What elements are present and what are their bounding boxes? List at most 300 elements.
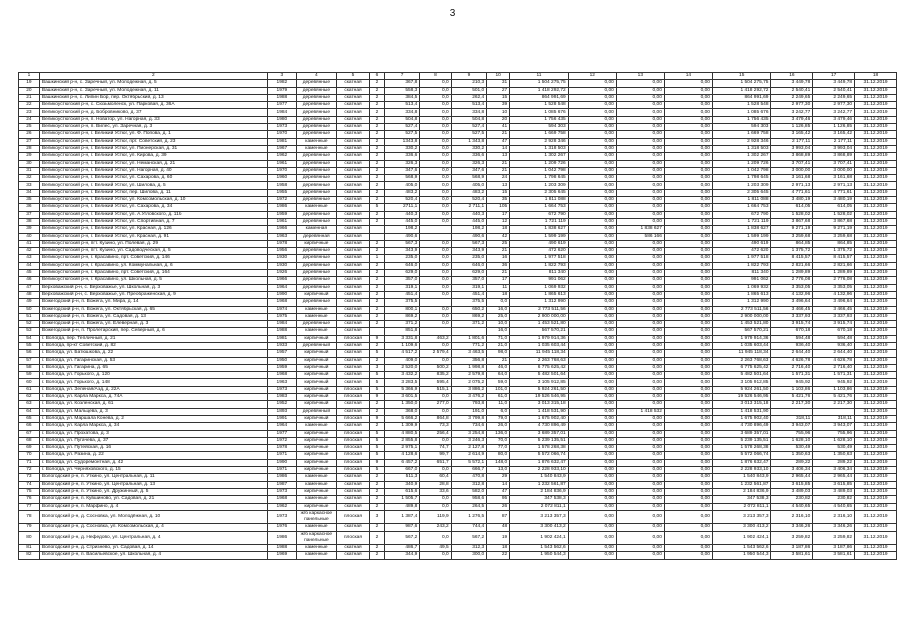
table-cell: деревянные bbox=[297, 270, 337, 277]
address-cell: г. Вологда, ул. Батюшкова, д. 22 bbox=[39, 350, 267, 357]
table-row bbox=[19, 167, 897, 174]
table-cell: 530,49 bbox=[771, 445, 813, 452]
table-cell: 0,00 bbox=[616, 109, 664, 116]
table-cell: 60,4 bbox=[420, 474, 451, 481]
table-cell: 0,0 bbox=[420, 189, 451, 196]
table-cell: 2 bbox=[370, 138, 385, 145]
table-cell: 0,00 bbox=[664, 321, 712, 328]
table-cell: 371,2 bbox=[384, 321, 420, 328]
table-cell: кирпичный bbox=[297, 350, 337, 357]
table-cell: скатная bbox=[336, 175, 369, 182]
table-cell: кирпичные bbox=[297, 452, 337, 459]
table-cell: скатная bbox=[336, 248, 369, 255]
table-cell: 54 bbox=[19, 335, 40, 342]
table-cell: 52 bbox=[19, 321, 40, 328]
table-cell: 0,00 bbox=[616, 80, 664, 87]
table-cell: 2 bbox=[370, 496, 385, 503]
table-cell: 31.12.2019 bbox=[855, 364, 897, 371]
table-cell: 0,0 bbox=[420, 80, 451, 87]
table-cell: скатная bbox=[336, 328, 369, 335]
table-cell: 472 620 bbox=[510, 248, 569, 255]
table-cell: 3 615,85 bbox=[813, 481, 855, 488]
table-cell: 326,3 bbox=[384, 160, 420, 167]
table-cell: 0,0 bbox=[420, 306, 451, 313]
table-cell: 1963 bbox=[267, 379, 296, 386]
table-cell: 0,0 bbox=[420, 153, 451, 160]
table-cell: 49,5 bbox=[420, 544, 451, 551]
table-cell: 2 bbox=[370, 321, 385, 328]
table-cell: 0,00 bbox=[568, 524, 616, 531]
table-cell: 0,0 bbox=[420, 531, 451, 544]
table-cell: 1952 bbox=[267, 401, 296, 408]
table-cell: скатная bbox=[336, 160, 369, 167]
table-cell: 13 bbox=[487, 182, 510, 189]
table-cell: 31.12.2019 bbox=[855, 160, 897, 167]
table-cell: 4 730 896,49 bbox=[712, 423, 771, 430]
table-cell: 3 246,3 bbox=[451, 437, 487, 444]
table-cell: 3 601,5 bbox=[384, 394, 420, 401]
table-cell: 0,00 bbox=[568, 459, 616, 466]
table-cell: кирпичный bbox=[297, 401, 337, 408]
table-cell: 1 276,5 bbox=[451, 510, 487, 523]
table-cell: 1 950 544,3 bbox=[712, 552, 771, 559]
table-cell: 356,8 bbox=[451, 357, 487, 364]
table-cell: 0,00 bbox=[616, 445, 664, 452]
table-cell: 4 730 896,49 bbox=[510, 423, 569, 430]
table-cell: 31.12.2019 bbox=[855, 262, 897, 269]
table-cell: 0,00 bbox=[664, 467, 712, 474]
table-cell: 1 387,4 bbox=[384, 510, 420, 523]
table-cell: 15 bbox=[487, 94, 510, 101]
table-cell: 1893 bbox=[267, 408, 296, 415]
table-cell: 0,00 bbox=[568, 284, 616, 291]
table-cell: 3 480,19 bbox=[771, 197, 813, 204]
table-cell: 11,0 bbox=[487, 401, 510, 408]
table-cell: 31.12.2019 bbox=[855, 379, 897, 386]
table-cell: 3 489,03 bbox=[771, 488, 813, 495]
table-cell: 1 599 199 bbox=[510, 233, 569, 240]
table-cell: 1973 bbox=[267, 510, 296, 523]
table-cell: 3 707,41 bbox=[813, 160, 855, 167]
table-cell bbox=[771, 408, 813, 415]
address-cell: Великоустюгский р-н, г. Красавино, прт. Советский, д. 164 bbox=[39, 270, 267, 277]
table-cell: 0,00 bbox=[568, 437, 616, 444]
table-cell: 0,00 bbox=[568, 109, 616, 116]
table-cell: 0,00 bbox=[568, 138, 616, 145]
address-cell: Великоустюгский р-н, г. Красавино, ул. Коммунальная, д. 6 bbox=[39, 262, 267, 269]
table-cell: 672 790 bbox=[712, 211, 771, 218]
table-cell: 0,00 bbox=[568, 467, 616, 474]
table-cell: 490 619 bbox=[510, 240, 569, 247]
table-cell: кирпичные bbox=[297, 503, 337, 510]
table-cell: 31.12.2019 bbox=[855, 496, 897, 503]
table-cell: 300,0 bbox=[451, 552, 487, 559]
table-cell: 63 bbox=[19, 401, 40, 408]
table-cell: скатная bbox=[336, 364, 369, 371]
table-cell: 347,6 bbox=[451, 167, 487, 174]
table-cell: 958,6 bbox=[451, 496, 487, 503]
table-cell: 0,00 bbox=[664, 459, 712, 466]
table-cell: 0,00 bbox=[568, 211, 616, 218]
table-cell: 0,00 bbox=[616, 524, 664, 531]
table-cell: 0,00 bbox=[616, 481, 664, 488]
table-cell: 2 900 000,00 bbox=[712, 313, 771, 320]
table-cell: 3 283,5 bbox=[384, 379, 420, 386]
table-cell: 375,5 bbox=[384, 299, 420, 306]
table-cell: 3 479,46 bbox=[813, 116, 855, 123]
table-cell: 0,00 bbox=[616, 204, 664, 211]
address-cell: Великоустюгский р-н, г. Великий Устюг, ул. Спортивная, д. 7 bbox=[39, 218, 267, 225]
table-cell: 1 798 645 bbox=[712, 175, 771, 182]
table-cell: 0,00 bbox=[664, 175, 712, 182]
table-cell: 1 543 562,6 bbox=[712, 544, 771, 551]
table-cell: 567 570,21 bbox=[712, 328, 771, 335]
address-cell: г. Вологда, ул. Судоремонтная, д. 42 bbox=[39, 459, 267, 466]
table-cell: 666,7 bbox=[451, 467, 487, 474]
table-cell: 0,00 bbox=[664, 335, 712, 342]
table-cell: 629,0 bbox=[451, 270, 487, 277]
table-cell: 2 975,1 bbox=[384, 445, 420, 452]
table-cell: 0,00 bbox=[568, 372, 616, 379]
table-cell: 1 035 603,44 bbox=[510, 342, 569, 349]
table-cell: скатная bbox=[336, 145, 369, 152]
table-cell: 2 bbox=[370, 531, 385, 544]
table-cell: 0,00 bbox=[616, 124, 664, 131]
table-cell: 80,0 bbox=[487, 452, 510, 459]
table-cell: деревянные bbox=[297, 94, 337, 101]
table-cell: 2 bbox=[370, 270, 385, 277]
table-cell: каменные bbox=[297, 423, 337, 430]
table-cell: 568,9 bbox=[384, 175, 420, 182]
table-cell: 4 132,96 bbox=[771, 291, 813, 298]
table-cell: 1957 bbox=[267, 350, 296, 357]
table-cell: 1 375,72 bbox=[813, 248, 855, 255]
table-cell: 2 644,40 bbox=[771, 350, 813, 357]
table-cell: 490 619 bbox=[712, 240, 771, 247]
table-cell: 64,0 bbox=[487, 372, 510, 379]
table-cell: 343,9 bbox=[384, 248, 420, 255]
table-cell: 56 bbox=[19, 350, 40, 357]
table-cell: 0,00 bbox=[664, 255, 712, 262]
table-cell: 2 bbox=[370, 357, 385, 364]
table-cell: 0,00 bbox=[664, 160, 712, 167]
table-cell: 13 bbox=[487, 153, 510, 160]
table-cell: 11 945 118,34 bbox=[712, 350, 771, 357]
table-cell: 2 bbox=[370, 342, 385, 349]
table-cell: 2 bbox=[370, 153, 385, 160]
table-cell: 0,00 bbox=[664, 189, 712, 196]
table-cell: 3 bbox=[370, 510, 385, 523]
table-cell: 0,0 bbox=[420, 437, 451, 444]
table-cell: 39 bbox=[487, 102, 510, 109]
table-cell: 5 bbox=[370, 430, 385, 437]
column-header: 8 bbox=[420, 73, 451, 80]
table-cell: 2 bbox=[370, 80, 385, 87]
table-cell: 119,9 bbox=[420, 510, 451, 523]
table-cell: скатная bbox=[336, 372, 369, 379]
table-cell: 31.12.2019 bbox=[855, 544, 897, 551]
table-cell: 0,00 bbox=[568, 364, 616, 371]
table-cell: 19 526 546,95 bbox=[510, 394, 569, 401]
address-cell: Вологодский р-н, д. Стризнево, ул. Садовая, д. 14 bbox=[39, 544, 267, 551]
table-cell: 0,0 bbox=[420, 131, 451, 138]
table-cell: 0,00 bbox=[664, 87, 712, 94]
table-row bbox=[19, 94, 897, 101]
table-cell: 61,0 bbox=[487, 394, 510, 401]
address-cell: Великоустюгский р-н, г. Великий Устюг, ул. Красная, д. 91 bbox=[39, 233, 267, 240]
table-cell: 0,00 bbox=[664, 408, 712, 415]
table-cell: 3 886,2 bbox=[451, 386, 487, 393]
table-cell: 4 540,65 bbox=[771, 503, 813, 510]
table-cell: 3 496,64 bbox=[771, 299, 813, 306]
table-cell bbox=[420, 226, 451, 233]
table-cell: 1959 bbox=[267, 211, 296, 218]
table-cell: 31.12.2019 bbox=[855, 248, 897, 255]
table-cell: 31.12.2019 bbox=[855, 94, 897, 101]
table-cell: 0,00 bbox=[616, 145, 664, 152]
table-cell: 3 463,5 bbox=[451, 350, 487, 357]
table-cell: 0,00 bbox=[664, 124, 712, 131]
table-cell: 31.12.2019 bbox=[855, 270, 897, 277]
table-row bbox=[19, 313, 897, 320]
table-cell: 0,00 bbox=[664, 445, 712, 452]
table-cell: 3 943,07 bbox=[813, 423, 855, 430]
table-cell: 445,0 bbox=[384, 218, 420, 225]
table-cell: 864,85 bbox=[813, 240, 855, 247]
table-cell: 2 263 768,63 bbox=[510, 357, 569, 364]
table-cell: 0,0 bbox=[420, 321, 451, 328]
table-cell: 0,00 bbox=[664, 211, 712, 218]
table-cell: 0,00 bbox=[568, 386, 616, 393]
table-row bbox=[19, 437, 897, 444]
table-cell: 520,4 bbox=[451, 197, 487, 204]
table-cell: 991 062 bbox=[712, 277, 771, 284]
table-cell: 31.12.2019 bbox=[855, 255, 897, 262]
table-row bbox=[19, 459, 897, 466]
table-cell: 9 bbox=[370, 394, 385, 401]
table-cell: деревянные bbox=[297, 182, 337, 189]
address-cell: Вологодский р-н, п. Васильевское, ул. Школьная, д. 4 bbox=[39, 552, 267, 559]
table-cell: 2 228 933,10 bbox=[510, 467, 569, 474]
table-cell: 31.12.2019 bbox=[855, 357, 897, 364]
table-cell: деревянные bbox=[297, 197, 337, 204]
table-cell: 567,2 bbox=[451, 531, 487, 544]
table-cell: 3 479,46 bbox=[771, 116, 813, 123]
table-cell: 0,00 bbox=[664, 291, 712, 298]
table-cell: 1 876 632,47 bbox=[510, 459, 569, 466]
table-cell: 1 543 562,6 bbox=[510, 544, 569, 551]
table-cell: 2 249,65 bbox=[771, 94, 813, 101]
table-cell: 451,4 bbox=[384, 291, 420, 298]
table-cell: 864,8 bbox=[420, 415, 451, 422]
table-cell: 1 109,6 bbox=[384, 342, 420, 349]
table-cell: 568,9 bbox=[451, 175, 487, 182]
table-cell: 0,00 bbox=[664, 80, 712, 87]
table-cell: 2 bbox=[370, 488, 385, 495]
table-cell: 567 570,21 bbox=[510, 328, 569, 335]
column-header: 7 bbox=[384, 73, 420, 80]
table-cell: 1 838 627 bbox=[510, 226, 569, 233]
table-cell: скатная bbox=[336, 291, 369, 298]
table-cell: 1964 bbox=[267, 284, 296, 291]
table-cell: 77 bbox=[19, 503, 40, 510]
table-cell: 1 664 753 bbox=[510, 204, 569, 211]
table-cell: 31.12.2019 bbox=[855, 415, 897, 422]
table-cell: 1 756 435 bbox=[510, 116, 569, 123]
table-cell: 5 924 261,50 bbox=[712, 386, 771, 393]
address-cell: Вожегодский р-н, п. Вожега, ул. Мира, д. 14 bbox=[39, 299, 267, 306]
table-cell: 1 675 902,40 bbox=[712, 415, 771, 422]
table-cell: 2 bbox=[370, 306, 385, 313]
table-cell: 1 504 275,75 bbox=[510, 80, 569, 87]
table-cell: 1 302 267 bbox=[712, 153, 771, 160]
table-cell: 1 675 902,40 bbox=[510, 415, 569, 422]
table-row bbox=[19, 503, 897, 510]
table-row bbox=[19, 153, 897, 160]
table-cell: 0,00 bbox=[568, 204, 616, 211]
table-cell: 2 773 511,56 bbox=[510, 306, 569, 313]
table-cell: 3 476,2 bbox=[451, 394, 487, 401]
table-cell: 1979 bbox=[267, 87, 296, 94]
table-cell: 0,0 bbox=[420, 182, 451, 189]
table-cell: 5 666,2 bbox=[384, 415, 420, 422]
table-row bbox=[19, 116, 897, 123]
table-cell: 0,00 bbox=[616, 379, 664, 386]
address-cell: Верховажский р-н, с. Верховажье, ул. Преображенская, д. 9 bbox=[39, 291, 267, 298]
table-cell: 25 bbox=[487, 240, 510, 247]
table-cell: 0,00 bbox=[616, 87, 664, 94]
table-cell: ж/б каркасное панельные bbox=[297, 531, 337, 544]
page-number: 3 bbox=[449, 8, 456, 19]
table-cell: 0,00 bbox=[568, 350, 616, 357]
table-cell: 3 105 912,85 bbox=[510, 379, 569, 386]
table-cell: 595,4 bbox=[420, 379, 451, 386]
table-cell: 95 bbox=[487, 496, 510, 503]
table-cell: 3 496,64 bbox=[813, 299, 855, 306]
table-cell: 1984 bbox=[267, 321, 296, 328]
table-cell: 3 689 357,01 bbox=[510, 430, 569, 437]
table-cell: 344,9 bbox=[384, 552, 420, 559]
table-cell: 0,00 bbox=[568, 160, 616, 167]
table-cell: 3 406,34 bbox=[771, 467, 813, 474]
table-cell: 0,00 bbox=[616, 255, 664, 262]
table-row bbox=[19, 262, 897, 269]
table-row bbox=[19, 474, 897, 481]
table-row bbox=[19, 160, 897, 167]
table-cell: 2 bbox=[370, 284, 385, 291]
table-cell: 371,2 bbox=[451, 321, 487, 328]
table-cell: 0,0 bbox=[420, 270, 451, 277]
table-cell: 2 bbox=[370, 175, 385, 182]
table-cell: 0,00 bbox=[616, 138, 664, 145]
table-cell: 1968 bbox=[267, 372, 296, 379]
table-cell bbox=[420, 233, 451, 240]
table-cell: 340,9 bbox=[384, 481, 420, 488]
table-cell: 17 bbox=[487, 277, 510, 284]
table-cell: 9 271,19 bbox=[813, 226, 855, 233]
table-cell: 1972 bbox=[267, 197, 296, 204]
table-cell: скатная bbox=[336, 284, 369, 291]
table-cell: 1990 bbox=[267, 291, 296, 298]
table-cell: скатная bbox=[336, 488, 369, 495]
table-cell: 1933 bbox=[267, 342, 296, 349]
address-cell: Великоустюгский р-н, г. Красавино, ул. Школьная, д. 5 bbox=[39, 277, 267, 284]
table-cell: 0,00 bbox=[616, 342, 664, 349]
table-cell: 26 bbox=[19, 131, 40, 138]
table-cell: 1 578 268,38 bbox=[510, 445, 569, 452]
table-cell: 811 340 bbox=[712, 270, 771, 277]
table-cell: 0,00 bbox=[664, 204, 712, 211]
table-cell: 582,0 bbox=[451, 488, 487, 495]
table-cell: скатная bbox=[336, 124, 369, 131]
table-row bbox=[19, 357, 897, 364]
table-cell: 0,00 bbox=[616, 423, 664, 430]
table-cell: 24 bbox=[487, 175, 510, 182]
table-row bbox=[19, 284, 897, 291]
address-cell: Великоустюгский р-н, пгт. Кузино, ул. Садоводческая, д. 5 bbox=[39, 248, 267, 255]
column-header: 6 bbox=[370, 73, 385, 80]
table-cell: деревянные bbox=[297, 284, 337, 291]
table-cell: 5 421,76 bbox=[771, 394, 813, 401]
table-cell: 23 bbox=[19, 109, 40, 116]
table-cell: каменные bbox=[297, 544, 337, 551]
table-cell: 3 242,77 bbox=[771, 109, 813, 116]
table-cell: 0,00 bbox=[568, 80, 616, 87]
table-cell: 1973 bbox=[267, 386, 296, 393]
address-cell: Вологодский р-н, п. Уткино, ул. Дружинный, д. 5 bbox=[39, 488, 267, 495]
table-cell: 3 213 357,3 bbox=[510, 510, 569, 523]
table-cell: 289,22 bbox=[771, 459, 813, 466]
table-cell: 0,00 bbox=[568, 379, 616, 386]
table-cell: 3 449,78 bbox=[771, 80, 813, 87]
table-cell: 4 128,6 bbox=[384, 452, 420, 459]
table-cell: 78 bbox=[19, 510, 40, 523]
table-cell: 1 528 548 bbox=[712, 102, 771, 109]
table-cell: 9 bbox=[370, 335, 385, 342]
table-cell: 0,00 bbox=[616, 459, 664, 466]
table-cell: 21,0 bbox=[487, 342, 510, 349]
table-cell: 0,00 bbox=[568, 124, 616, 131]
table-cell: 1 232 561,87 bbox=[712, 481, 771, 488]
table-cell: 0,0 bbox=[420, 109, 451, 116]
table-cell: 17 bbox=[487, 211, 510, 218]
table-cell: кирпичный bbox=[297, 379, 337, 386]
table-row bbox=[19, 255, 897, 262]
table-cell: каменные bbox=[297, 138, 337, 145]
table-cell: скатная bbox=[336, 270, 369, 277]
table-cell: 326,3 bbox=[451, 160, 487, 167]
table-cell: плоская bbox=[336, 459, 369, 466]
table-cell: 0,00 bbox=[664, 552, 712, 559]
table-cell: 945,92 bbox=[813, 379, 855, 386]
table-cell: 1 035 603,44 bbox=[712, 342, 771, 349]
table-cell: 1 822 793 bbox=[510, 262, 569, 269]
table-cell: 43 bbox=[19, 255, 40, 262]
table-cell: 31.12.2019 bbox=[855, 167, 897, 174]
table-cell: 0,00 bbox=[616, 415, 664, 422]
table-cell: 0,00 bbox=[664, 145, 712, 152]
table-cell: 31.12.2019 bbox=[855, 102, 897, 109]
table-cell: 513,4 bbox=[451, 102, 487, 109]
column-number-row bbox=[19, 73, 897, 80]
table-cell: 50 bbox=[19, 306, 40, 313]
table-cell: 1 085 676 bbox=[712, 109, 771, 116]
address-cell: Великоустюгский р-н, г. Великий Устюг, пер. Шилова, д. 11 bbox=[39, 189, 267, 196]
table-cell: 0,00 bbox=[664, 496, 712, 503]
table-cell: 527,5 bbox=[384, 131, 420, 138]
table-cell: 1 756 435 bbox=[712, 116, 771, 123]
address-cell: Великоустюгский р-н, г. Великий Устюг, ул. Кирова, д. 39 bbox=[39, 153, 267, 160]
